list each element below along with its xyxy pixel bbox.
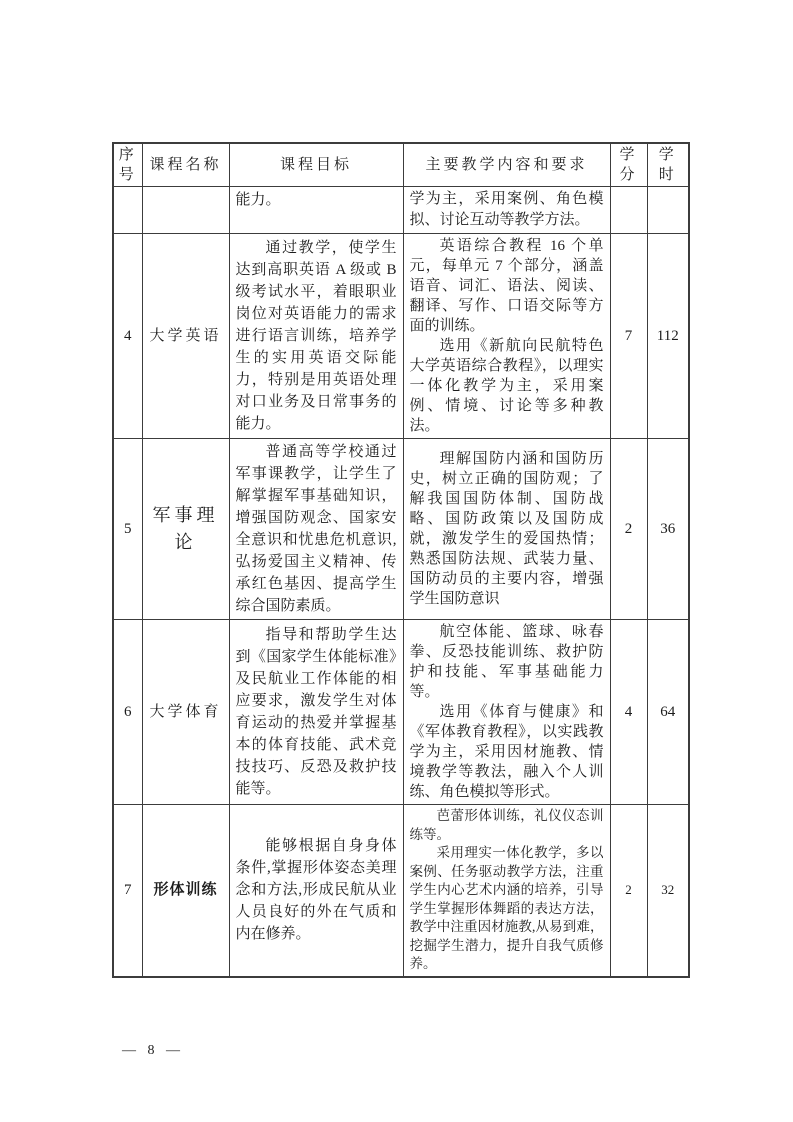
cell-hours-7: 32 [647, 805, 689, 977]
header-teaching-content: 主要教学内容和要求 [403, 143, 610, 187]
cell-name-5: 军事理论 [142, 439, 229, 620]
header-number-label: 序号 [118, 147, 137, 183]
objective-7-p1: 能够根据自身身体条件,掌握形体姿态美理念和方法,形成民航从业人员良好的外在气质和内在修养。 [235, 838, 397, 943]
course-plan-table [112, 142, 690, 978]
cell-hours-cont [647, 187, 689, 234]
cell-content-cont [403, 187, 610, 234]
content-6-p1: 航空体能、篮球、咏春拳、反恐技能训练、救护防护和技能、军事基础能力等。 [409, 624, 604, 700]
cell-credits-4: 7 [610, 234, 647, 439]
header-hours-label: 学时 [658, 147, 677, 183]
page-number: — 8 — [122, 1043, 184, 1058]
content-7-p1: 芭蕾形体训练，礼仪仪态训练等。 [409, 808, 604, 842]
content-4-p1: 英语综合教程 16 个单元，每单元 7 个部分，涵盖语音、词汇、语法、阅读、翻译、写作、口语交际等方面的训练。 [409, 238, 604, 334]
table-row-6 [113, 620, 689, 805]
content-7-p2: 采用理实一体化教学，多以案例、任务驱动教学方法，注重学生内心艺术内涵的培养，引导学生掌握形体舞蹈的表达方法，教学中注重因材施教,从易到难，挖掘学生潜力，提升自我气质修养。 [409, 845, 604, 971]
header-course-name: 课程名称 [142, 143, 229, 187]
cell-name-4: 大学英语 [142, 234, 229, 439]
header-number [113, 143, 142, 187]
cell-credits-7: 2 [610, 805, 647, 977]
cell-name-cont [142, 187, 229, 234]
header-course-objective: 课程目标 [229, 143, 403, 187]
cell-content-4 [403, 234, 610, 439]
cell-objective-7 [229, 805, 403, 977]
table-row-4 [113, 234, 689, 439]
cell-number-7: 7 [113, 805, 142, 977]
objective-5-p1: 普通高等学校通过军事课教学，让学生了解掌握军事基础知识，增强国防观念、国家安全意识和忧患危机意识,弘扬爱国主义精神、传承红色基因、提高学生综合国防素质。 [235, 444, 397, 614]
cell-hours-4: 112 [647, 234, 689, 439]
table-row-5 [113, 439, 689, 620]
cell-hours-6: 64 [647, 620, 689, 805]
cell-number-6: 6 [113, 620, 142, 805]
content-5-p1: 理解国防内涵和国防历史，树立正确的国防观；了解我国国防体制、国防战略、国防政策以及国防成就，激发学生的爱国热情；熟悉国防法规、武装力量、国防动员的主要内容，增强学生国防意识 [409, 451, 604, 607]
cell-hours-5: 36 [647, 439, 689, 620]
content-6-p2: 选用《体育与健康》和《军体教育教程》，以实践教学为主，采用因材施教、情境教学等教法，融入个人训练、角色模拟等形式。 [409, 704, 604, 800]
cell-content-7 [403, 805, 610, 977]
cell-credits-cont [610, 187, 647, 234]
cell-content-6 [403, 620, 610, 805]
table-row-continuation [113, 187, 689, 234]
table-row-7 [113, 805, 689, 977]
header-credits [610, 143, 647, 187]
content-4-p2: 选用《新航向民航特色大学英语综合教程》，以理实一体化教学为主，采用案例、情境、讨论等多种教法。 [409, 338, 604, 434]
cell-content-5 [403, 439, 610, 620]
cell-objective-5 [229, 439, 403, 620]
cell-number-5: 5 [113, 439, 142, 620]
header-credits-label: 学分 [619, 147, 638, 183]
objective-cont-text: 能力。 [235, 192, 281, 208]
objective-6-p1: 指导和帮助学生达到《国家学生体能标准》及民航业工作体能的相应要求，激发学生对体育运动的热爱并掌握基本的体育技能、武术竞技技巧、反恐及救护技能等。 [235, 627, 397, 797]
objective-4-p1: 通过教学，使学生达到高职英语 A 级或 B 级考试水平，着眼职业岗位对英语能力的需求进行语言训练，培养学生的实用英语交际能力，特别是用英语处理对口业务及日常事务的能力。 [235, 240, 397, 432]
header-hours [647, 143, 689, 187]
cell-objective-4 [229, 234, 403, 439]
cell-objective-6 [229, 620, 403, 805]
cell-credits-5: 2 [610, 439, 647, 620]
cell-name-7: 形体训练 [142, 805, 229, 977]
content-cont-text: 学为主，采用案例、角色模拟、讨论互动等教学方法。 [409, 191, 604, 228]
cell-objective-cont [229, 187, 403, 234]
cell-credits-6: 4 [610, 620, 647, 805]
cell-name-6: 大学体育 [142, 620, 229, 805]
table-header-row [113, 143, 689, 187]
cell-number-cont [113, 187, 142, 234]
cell-number-4: 4 [113, 234, 142, 439]
